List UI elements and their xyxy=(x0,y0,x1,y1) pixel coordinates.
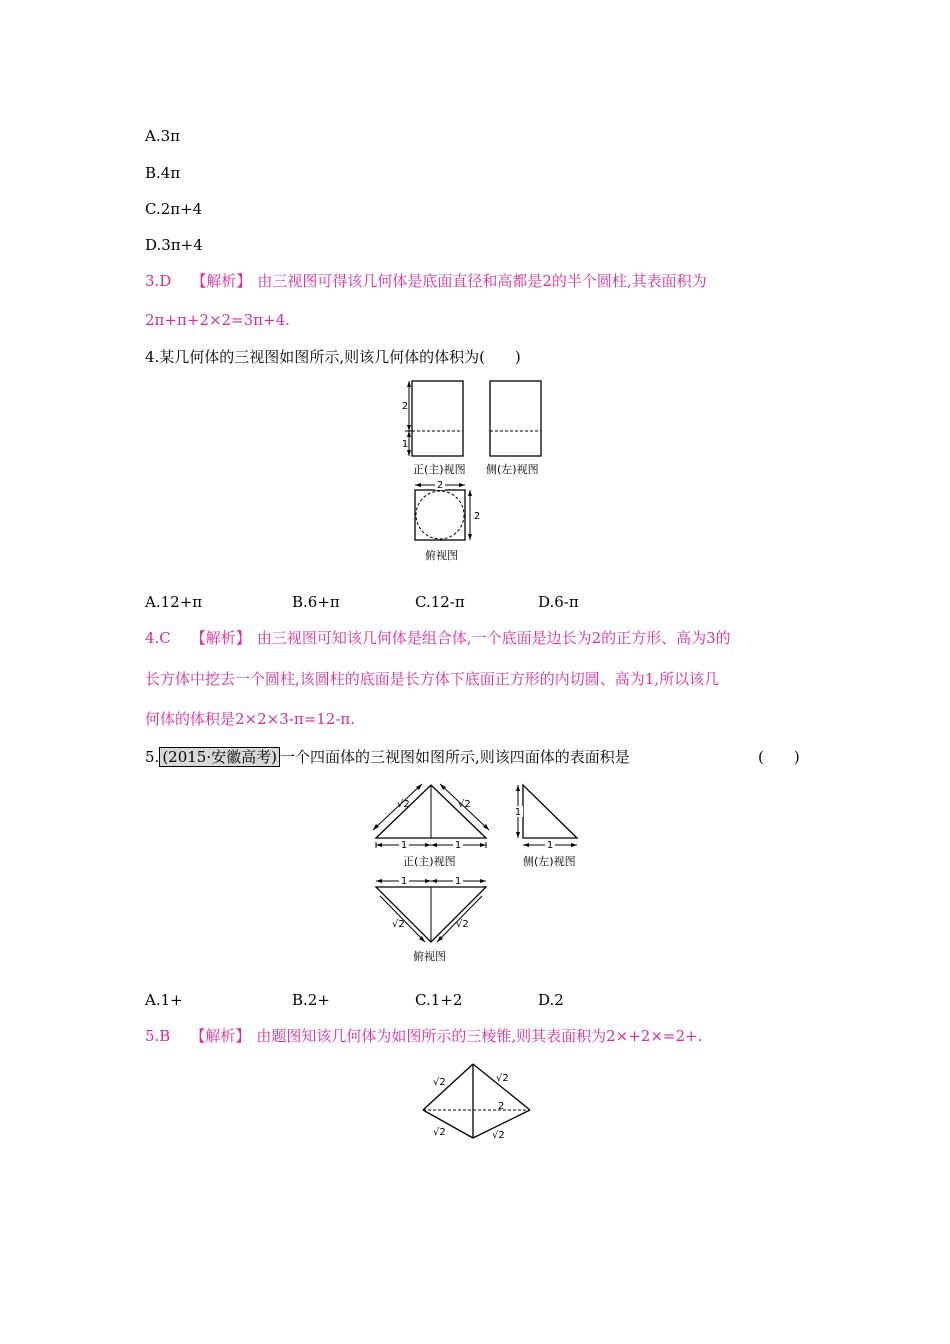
q5-answer-label: 5.B xyxy=(145,1027,171,1045)
q5-number: 5. xyxy=(145,748,160,766)
q5-solution-pyramid-figure xyxy=(418,1060,538,1150)
q4-option-c: C.12-π xyxy=(415,593,465,611)
q5-option-a: A.1+ xyxy=(145,991,183,1009)
q4-option-a: A.12+π xyxy=(145,593,203,611)
q5-side-one-vertical: 1 xyxy=(514,807,522,818)
q5-option-b: B.2+ xyxy=(292,991,330,1009)
q4-answer-label: 4.C xyxy=(145,629,171,647)
q5-front-sqrt2-left: √2 xyxy=(397,799,410,810)
q5-sol-sqrt2-bl: √2 xyxy=(433,1127,446,1138)
q3-option-a: A.3π xyxy=(145,127,181,145)
q4-answer-tag: 【解析】 xyxy=(190,629,251,647)
q5-option-c: C.1+2 xyxy=(415,991,463,1009)
q4-answer-line3: 何体的体积是2×2×3-π=12-π. xyxy=(145,710,356,728)
q4-answer-line2: 长方体中挖去一个圆柱,该圆柱的底面是长方体下底面正方形的内切圆、高为1,所以该几 xyxy=(145,670,720,688)
q5-sol-sqrt2-tl: √2 xyxy=(433,1077,446,1088)
q5-side-one-bottom: 1 xyxy=(546,840,554,851)
q5-sol-sqrt2-br: √2 xyxy=(492,1130,505,1141)
q3-answer-formula: 2π+π+2×2=3π+4. xyxy=(145,311,290,329)
q5-front-one-right: 1 xyxy=(454,840,462,851)
q4-top-dim-w-label: 2 xyxy=(436,480,444,491)
q5-top-one-right: 1 xyxy=(454,876,462,887)
q4-front-view-rect xyxy=(412,381,463,456)
q4-top-view-circle xyxy=(416,491,464,539)
q5-answer-line xyxy=(145,1025,702,1047)
q5-answer-text: 由题图知该几何体为如图所示的三棱锥,则其表面积为2×+2×=2+. xyxy=(256,1027,703,1045)
q5-paren: ( ) xyxy=(758,748,800,766)
q4-side-view-rect xyxy=(490,381,541,456)
q4-front-caption: 正(主)视图 xyxy=(413,463,466,476)
q4-answer-text1: 由三视图可知该几何体是组合体,一个底面是边长为2的正方形、高为3的 xyxy=(256,629,731,647)
q4-option-b: B.6+π xyxy=(292,593,340,611)
q3-option-c: C.2π+4 xyxy=(145,200,203,218)
q5-side-caption: 侧(左)视图 xyxy=(523,855,576,868)
q5-sol-two: 2 xyxy=(498,1101,505,1112)
q5-three-view-figure xyxy=(366,780,586,958)
q5-top-sqrt2-right: √2 xyxy=(456,919,469,930)
q3-option-d: D.3π+4 xyxy=(145,236,203,254)
q5-sol-sqrt2-tr: √2 xyxy=(496,1073,509,1084)
q5-top-sqrt2-left: √2 xyxy=(392,919,405,930)
q3-answer-text: 由三视图可得该几何体是底面直径和高都是2的半个圆柱,其表面积为 xyxy=(257,272,707,290)
q4-answer-line1 xyxy=(145,627,731,649)
q3-option-b: B.4π xyxy=(145,164,181,182)
q5-side-triangle xyxy=(523,785,577,838)
q5-stem-line xyxy=(145,746,630,768)
q4-stem: 4.某几何体的三视图如图所示,则该几何体的体积为( ) xyxy=(145,348,521,366)
q5-front-caption: 正(主)视图 xyxy=(403,855,456,868)
q4-dim-2-label: 2 xyxy=(401,401,409,412)
q5-source-tag: (2015·安徽高考) xyxy=(159,747,280,767)
q5-front-one-left: 1 xyxy=(400,840,408,851)
q5-top-one-left: 1 xyxy=(400,876,408,887)
q4-top-view-rect xyxy=(415,490,465,540)
q5-top-caption: 俯视图 xyxy=(413,950,446,963)
q4-option-d: D.6-π xyxy=(538,593,579,611)
q3-answer-tag: 【解析】 xyxy=(191,272,252,290)
q5-stem-text: 一个四面体的三视图如图所示,则该四面体的表面积是 xyxy=(279,748,630,766)
q4-dim-1-label: 1 xyxy=(401,439,409,450)
q4-top-dim-h-label: 2 xyxy=(473,511,481,522)
q5-front-sqrt2-right: √2 xyxy=(458,799,471,810)
q5-answer-tag: 【解析】 xyxy=(190,1027,251,1045)
q5-option-d: D.2 xyxy=(538,991,564,1009)
q4-top-caption: 俯视图 xyxy=(425,549,458,562)
q3-answer-line xyxy=(145,270,707,292)
q4-side-caption: 侧(左)视图 xyxy=(486,463,539,476)
q3-answer-label: 3.D xyxy=(145,272,172,290)
